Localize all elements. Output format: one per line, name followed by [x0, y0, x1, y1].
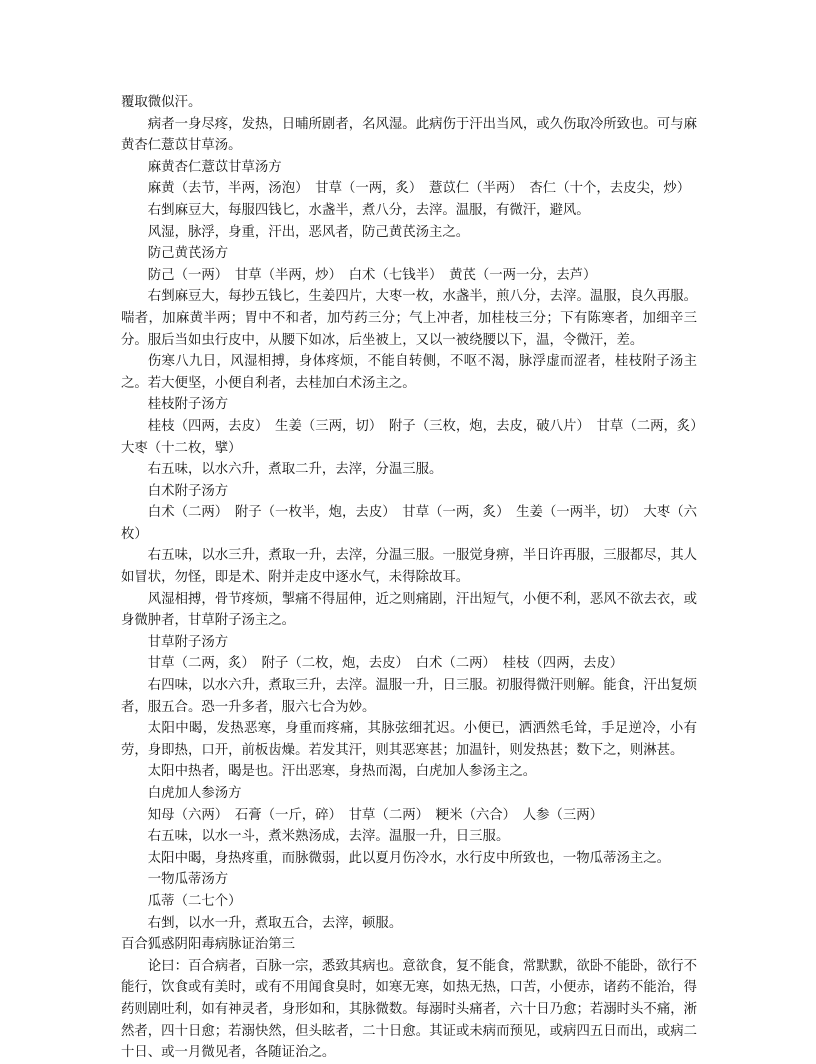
ingredient-list: 桂枝（四两，去皮） 生姜（三两，切） 附子（三枚，炮，去皮，破八片） 甘草（二两，炙） 大枣（十二枚，擘）: [121, 418, 711, 456]
formula-heading: 甘草附子汤方: [147, 634, 229, 650]
formula-heading: 一物瓜蒂汤方: [147, 872, 229, 888]
ingredient-list: 麻黄（去节，半两，汤泡） 甘草（一两，炙） 薏苡仁（半两） 杏仁（十个，去皮尖，炒）: [147, 181, 691, 197]
paragraph: 右剉麻豆大，每服四钱匕，水盏半，煮八分，去滓。温服，有微汗，避风。: [147, 202, 590, 218]
paragraph: 右四味，以水六升，煮取三升，去滓。温服一升，日三服。初服得微汗则解。能食，汗出复烦者，服五合。恐一升多者，服六七合为妙。: [121, 678, 697, 715]
paragraph: 覆取微似汗。: [121, 95, 202, 110]
paragraph: 病者一身尽疼，发热，日晡所剧者，名风湿。此病伤于汗出当风，或久伤取冷所致也。可与麻黄杏仁薏苡甘草汤。: [121, 116, 697, 154]
formula-heading: 防己黄芪汤方: [147, 246, 229, 262]
ingredient-list: 瓜蒂（二七个）: [147, 893, 242, 909]
paragraph: 论曰：百合病者，百脉一宗，悉致其病也。意欲食，复不能食，常默默，欲卧不能卧，欲行不能行，饮食或有美时，或有不用闻食臭时，如寒无寒，如热无热，口苦，小便赤，诸药不能治，得药则剧吐利，如有神灵者，身形如和，其脉微数。每溺时头痛者，六十日乃愈；若溺时头不痛，淅然者，四十日愈；若溺快然，但头眩者，二十日愈。其证或未病而预见，或病四五日而出，或病二十日、或一月微见者，各随证治之。: [121, 958, 697, 1061]
paragraph: 右剉，以水一升，煮取五合，去滓，顿服。: [147, 915, 403, 931]
ingredient-list: 防己（一两） 甘草（半两，炒） 白术（七钱半） 黄芪（一两一分，去芦）: [147, 267, 597, 283]
paragraph: 右五味，以水一斗，煮米熟汤成，去滓。温服一升，日三服。: [147, 829, 510, 845]
paragraph: 右剉麻豆大，每抄五钱匕，生姜四片，大枣一枚，水盏半，煎八分，去滓。温服，良久再服。喘者，加麻黄半两；胃中不和者，加芍药三分；气上冲者，加桂枝三分；下有陈寒者，加细辛三分。服后当如虫行皮中，从腰下如冰，后坐被上，又以一被绕腰以下，温，令微汗，差。: [121, 289, 697, 348]
paragraph: 太阳中暍，身热疼重，而脉微弱，此以夏月伤冷水，水行皮中所致也，一物瓜蒂汤主之。: [147, 850, 671, 866]
ingredient-list: 甘草（二两，炙） 附子（二枚，炮，去皮） 白术（二两） 桂枝（四两，去皮）: [147, 656, 624, 672]
document-page: [121, 92, 711, 1064]
formula-heading: 白虎加人参汤方: [147, 786, 242, 801]
ingredient-list: 知母（六两） 石膏（一斤，碎） 甘草（二两） 粳米（六合） 人参（三两）: [147, 807, 604, 823]
formula-heading: 麻黄杏仁薏苡甘草汤方: [147, 159, 282, 175]
formula-heading: 桂枝附子汤方: [147, 397, 229, 413]
ingredient-list: 白术（二两） 附子（一枚半，炮，去皮） 甘草（一两，炙） 生姜（一两半，切） 大枣（六枚）: [121, 505, 697, 542]
paragraph: 右五味，以水六升，煮取二升，去滓，分温三服。: [147, 462, 443, 478]
paragraph: 太阳中暍，发热恶寒，身重而疼痛，其脉弦细芤迟。小便已，洒洒然毛耸，手足逆冷，小有劳，身即热，口开，前板齿燥。若发其汗，则其恶寒甚；加温针，则发热甚；数下之，则淋甚。: [121, 721, 697, 758]
chapter-title: 百合狐惑阴阳毒病脉证治第三: [121, 937, 296, 953]
paragraph: 风湿相搏，骨节疼烦，掣痛不得屈伸，近之则痛剧，汗出短气，小便不利，恶风不欲去衣，或身微肿者，甘草附子汤主之。: [121, 591, 697, 629]
paragraph: 伤寒八九日，风湿相搏，身体疼烦，不能自转侧，不呕不渴，脉浮虚而涩者，桂枝附子汤主之。若大便坚，小便自利者，去桂加白术汤主之。: [121, 354, 697, 391]
paragraph: 风湿，脉浮，身重，汗出，恶风者，防己黄芪汤主之。: [147, 224, 470, 240]
paragraph: 太阳中热者，暍是也。汗出恶寒，身热而渴，白虎加人参汤主之。: [147, 764, 537, 780]
paragraph: 右五味，以水三升，煮取一升，去滓，分温三服。一服觉身痹，半日许再服，三服都尽，其人如冒状，勿怪，即是术、附并走皮中逐水气，未得除故耳。: [121, 548, 697, 586]
formula-heading: 白术附子汤方: [147, 483, 229, 499]
